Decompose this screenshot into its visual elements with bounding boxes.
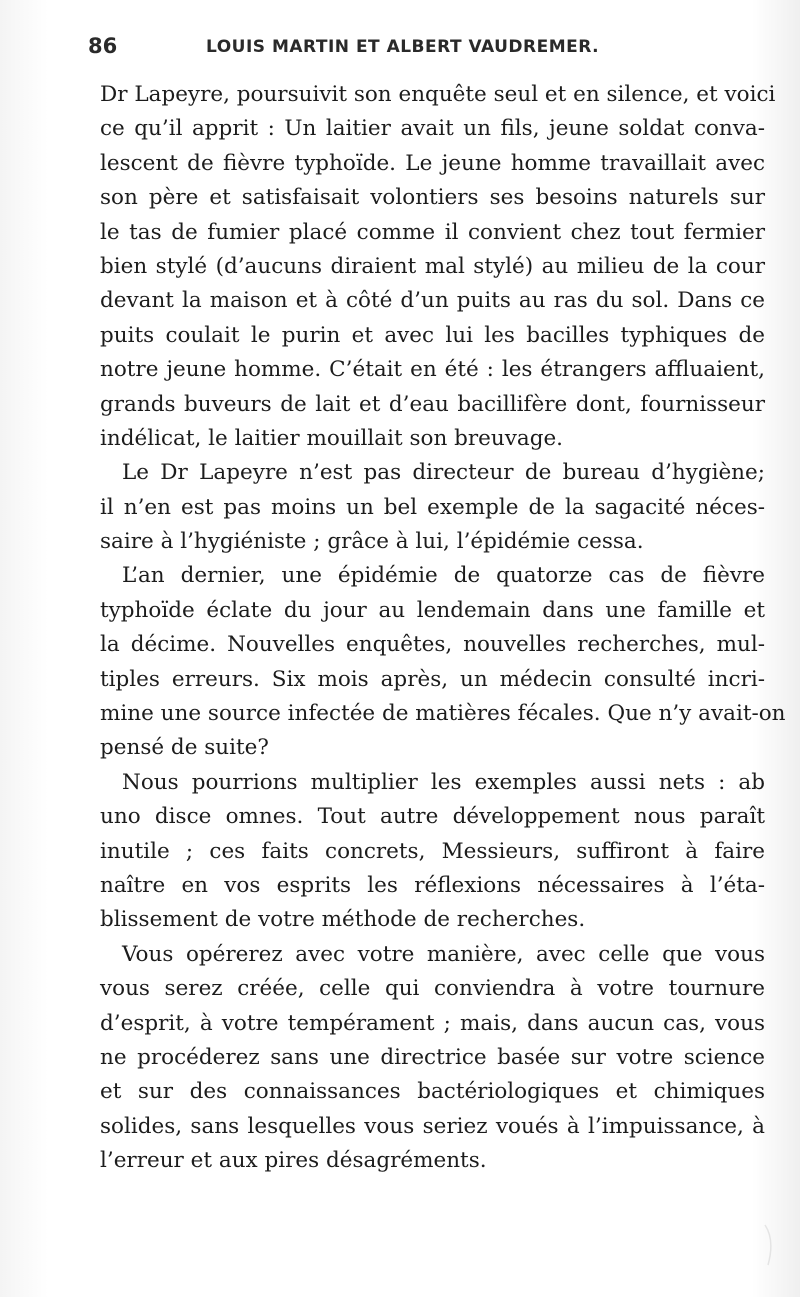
text-line: typhoïde éclate du jour au lendemain dans une famille et <box>100 597 765 623</box>
text-line: et sur des connaissances bactériologiques et chimiques <box>100 1079 765 1105</box>
text-line: bien stylé (d’aucuns diraient mal stylé) au milieu de la cour <box>100 253 765 279</box>
text-line: Dr Lapeyre, poursuivit son enquête seul et en silence, et voici <box>100 82 776 107</box>
text-line: puits coulait le purin et avec lui les bacilles typhiques de <box>100 322 765 348</box>
text-line: vous serez créée, celle qui conviendra à votre tournure <box>100 976 765 1002</box>
text-line: ne procéderez sans une directrice basée sur votre science <box>100 1044 765 1070</box>
text-line: grands buveurs de lait et d’eau bacillifère dont, fournisseur <box>100 391 765 417</box>
text-line: tiples erreurs. Six mois après, un médecin consulté incri- <box>100 666 765 692</box>
text-line: d’esprit, à votre tempérament ; mais, dans aucun cas, vous <box>100 1010 765 1036</box>
text-line: Nous pourrions multiplier les exemples aussi nets : ab <box>122 769 765 795</box>
text-line: blissement de votre méthode de recherches. <box>100 907 586 933</box>
text-line: solides, sans lesquelles vous seriez voués à l’impuissance, à <box>100 1113 765 1139</box>
text-line: uno disce omnes. Tout autre développement nous paraît <box>100 804 765 830</box>
body-text <box>100 78 786 1179</box>
page-edge-mark <box>760 1220 790 1270</box>
text-line: L’an dernier, une épidémie de quatorze cas de fièvre <box>122 563 765 589</box>
text-line: mine une source infectée de matières fécales. Que n’y avait-on <box>100 701 786 727</box>
text-line: il n’en est pas moins un bel exemple de la sagacité néces- <box>100 494 765 520</box>
text-line: Le Dr Lapeyre n’est pas directeur de bureau d’hygiène; <box>122 460 765 486</box>
text-line: saire à l’hygiéniste ; grâce à lui, l’épidémie cessa. <box>100 529 644 555</box>
text-line: l’erreur et aux pires désagréments. <box>100 1148 487 1174</box>
text-line: inutile ; ces faits concrets, Messieurs, suffiront à faire <box>100 838 765 864</box>
page-header <box>88 30 768 70</box>
text-line: pensé de suite? <box>100 735 269 761</box>
text-line: ce qu’il apprit : Un laitier avait un fils, jeune soldat conva- <box>100 116 765 142</box>
text-line: son père et satisfaisait volontiers ses besoins naturels sur <box>100 185 765 211</box>
text-line: le tas de fumier placé comme il convient chez tout fermier <box>100 219 765 245</box>
text-line: indélicat, le laitier mouillait son breuvage. <box>100 425 564 451</box>
text-line: Vous opérerez avec votre manière, avec celle que vous <box>122 941 765 967</box>
text-line: la décime. Nouvelles enquêtes, nouvelles recherches, mul- <box>100 632 765 658</box>
text-line: naître en vos esprits les réflexions nécessaires à l’éta- <box>100 872 765 898</box>
page-number: 86 <box>88 34 118 58</box>
text-line: notre jeune homme. C’était en été : les étrangers affluaient, <box>100 357 765 383</box>
running-head: LOUIS MARTIN ET ALBERT VAUDREMER. <box>206 37 600 57</box>
text-line: devant la maison et à côté d’un puits au ras du sol. Dans ce <box>100 288 765 314</box>
text-line: lescent de fièvre typhoïde. Le jeune homme travaillait avec <box>100 150 765 176</box>
